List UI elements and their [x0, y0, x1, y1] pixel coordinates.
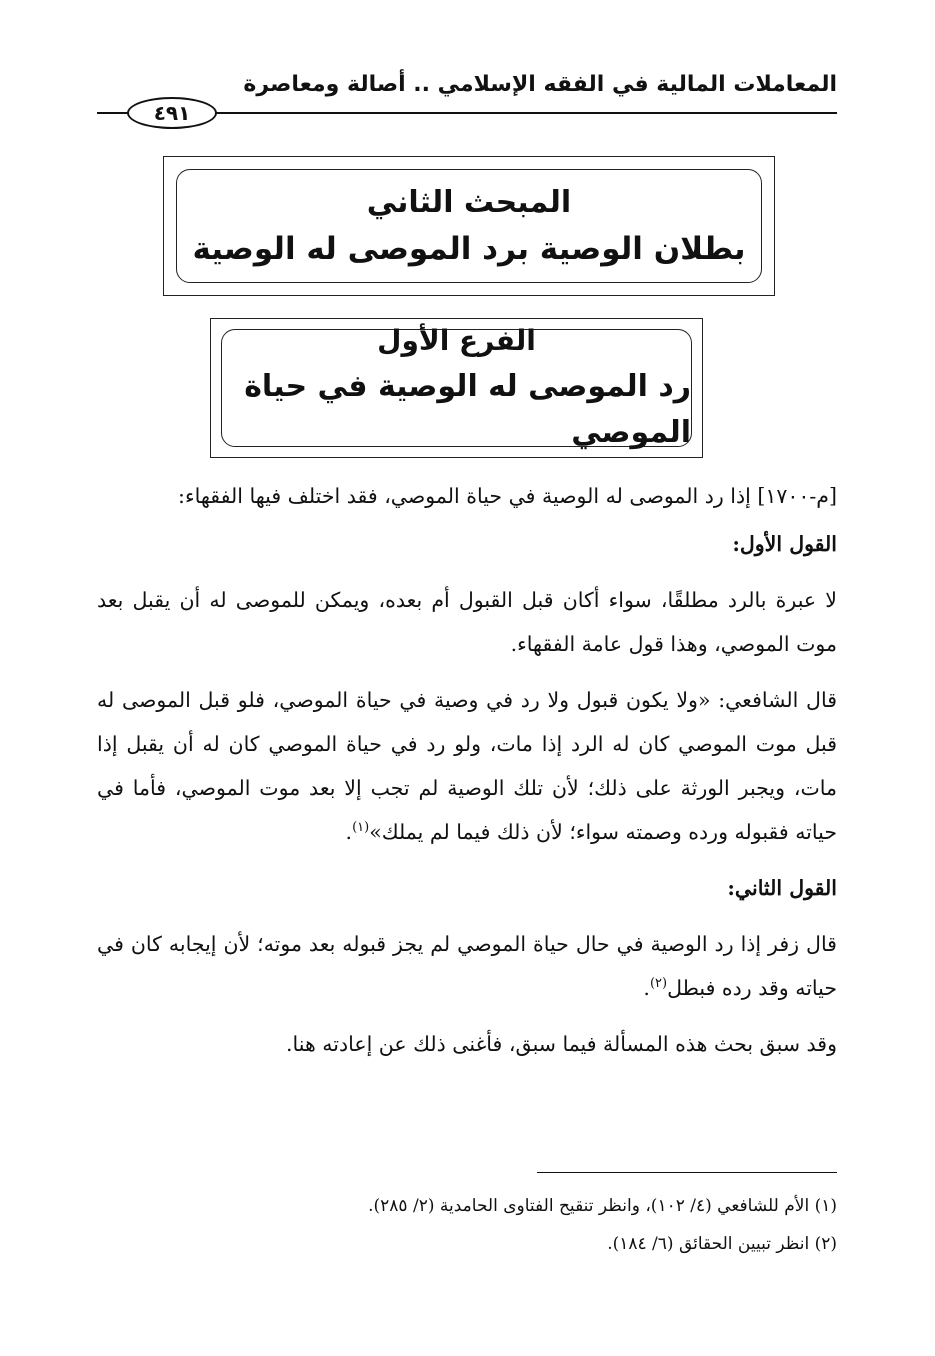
shafii-quote-end: .	[345, 820, 353, 844]
footnote-rule	[537, 1172, 837, 1173]
footnote-ref-2: (٢)	[649, 976, 668, 992]
footnote-1: (١) الأم للشافعي (٤/ ١٠٢)، وانظر تنقيح الفتاوى الحامدية (٢/ ٢٨٥).	[368, 1196, 837, 1216]
section-title: المبحث الثاني	[366, 184, 572, 220]
shafii-quote-paragraph	[97, 678, 837, 854]
shafii-quote-text: قال الشافعي: «ولا يكون قبول ولا رد في وصية في حياة الموصي، فلو قبل الموصى له قبل موت الموصي كان له الرد إذا مات، ولو رد في حياة الموصي كان له أن يقبل إذا مات، ويجبر الورثة على ذلك؛ لأن تلك الوصية لم تجب إلا بعد موت الموصي، فأما في حياته فقبوله ورده وصمته سواء؛ لأن ذلك فيما لم يملك»	[97, 688, 837, 844]
branch-title: الفرع الأول	[377, 324, 536, 358]
page-number: ٤٩١	[153, 101, 191, 125]
zufar-end: .	[643, 976, 650, 1000]
closing-paragraph: وقد سبق بحث هذه المسألة فيما سبق، فأغنى ذلك عن إعادته هنا.	[286, 1032, 837, 1056]
running-header: المعاملات المالية في الفقه الإسلامي .. أصالة ومعاصرة	[243, 72, 837, 97]
first-opinion-heading: القول الأول:	[732, 532, 837, 556]
intro-paragraph: [م-١٧٠٠] إذا رد الموصى له الوصية في حياة الموصي، فقد اختلف فيها الفقهاء:	[178, 484, 837, 508]
branch-title-inner-frame	[221, 324, 692, 451]
body-text	[97, 474, 837, 1078]
page-number-badge	[127, 97, 217, 129]
section-title-inner-frame	[176, 169, 762, 283]
footnote-ref-1: (١)	[352, 820, 370, 836]
first-opinion-paragraph: لا عبرة بالرد مطلقًا، سواء أكان قبل القبول أم بعده، ويمكن للموصى له أن يقبل بعد موت الموصي، وهذا قول عامة الفقهاء.	[97, 588, 837, 656]
branch-title-box	[210, 318, 703, 458]
zufar-text: قال زفر إذا رد الوصية في حال حياة الموصي لم يجز قبوله بعد موته؛ لأن إيجابه كان في حياته وقد رده فبطل	[97, 932, 837, 1000]
footnotes	[97, 1187, 837, 1263]
second-opinion-heading: القول الثاني:	[727, 876, 837, 900]
zufar-paragraph	[97, 922, 837, 1010]
footnote-2: (٢) انظر تبيين الحقائق (٦/ ١٨٤).	[607, 1234, 837, 1254]
section-subtitle: بطلان الوصية برد الموصى له الوصية	[192, 231, 746, 267]
branch-subtitle: رد الموصى له الوصية في حياة الموصي	[244, 368, 691, 451]
section-title-box	[163, 156, 775, 296]
